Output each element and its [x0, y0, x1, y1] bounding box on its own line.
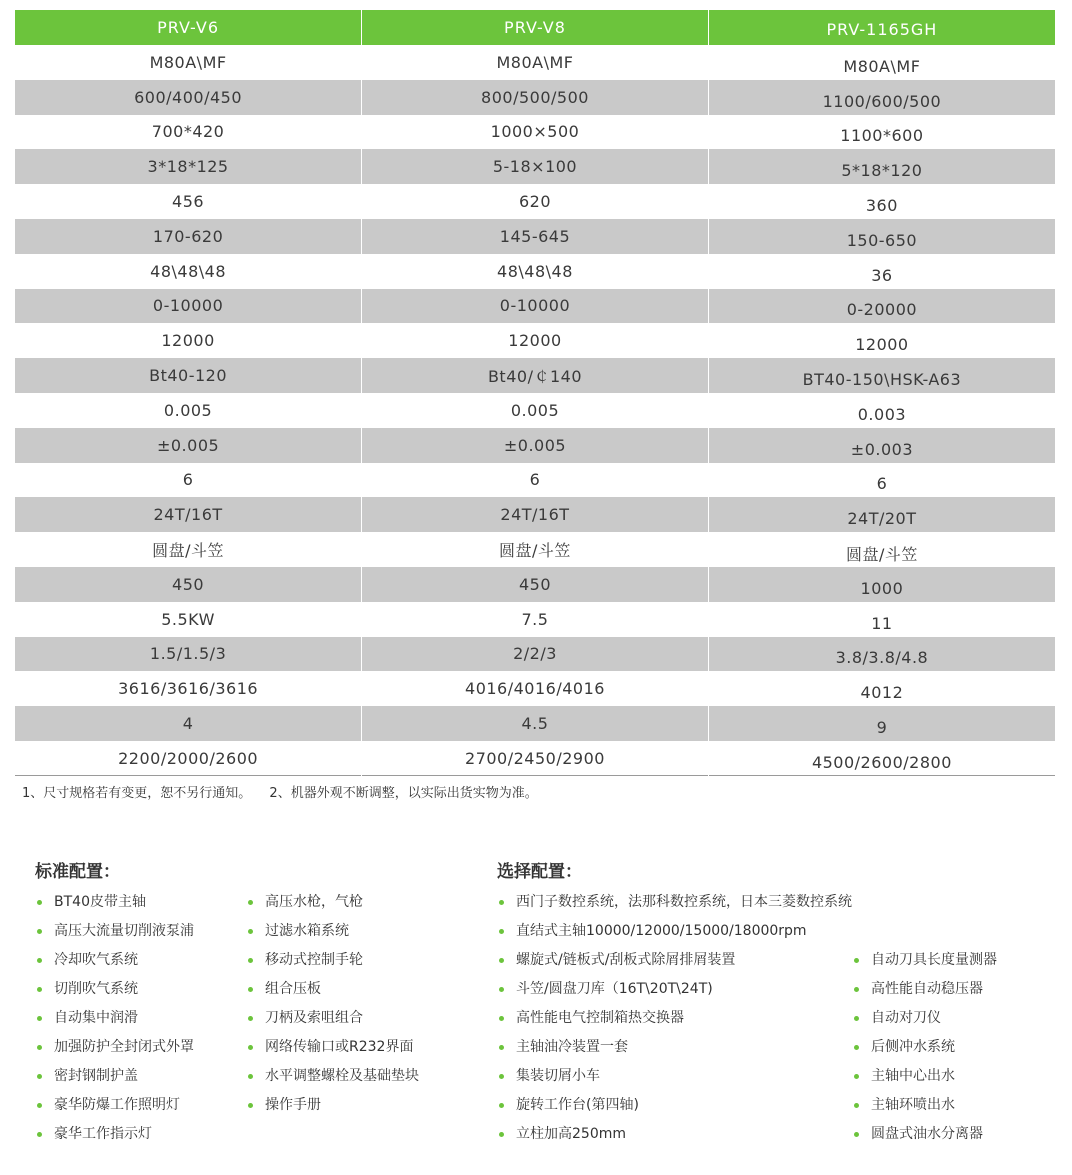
list-item-label: 密封钢制护盖	[54, 1068, 138, 1084]
list-item	[37, 892, 194, 921]
table-cell: M80A\MF	[362, 45, 709, 80]
table-cell: 5.5KW	[15, 602, 362, 637]
table-row	[15, 254, 1055, 289]
list-item	[854, 1037, 997, 1066]
table-cell: 450	[362, 567, 709, 602]
list-item	[37, 950, 194, 979]
bullet-dot-icon	[248, 1045, 253, 1050]
table-row	[15, 80, 1055, 115]
list-item-label: 高性能电气控制箱热交换器	[516, 1010, 684, 1026]
list-item	[248, 1095, 419, 1124]
table-cell: 3*18*125	[15, 149, 362, 184]
table-cell: 5*18*120	[708, 149, 1055, 184]
table-cell: 0-20000	[708, 289, 1055, 324]
list-item-label: 主轴油冷装置一套	[516, 1039, 628, 1055]
list-item	[499, 921, 852, 950]
table-row	[15, 219, 1055, 254]
list-item-label: 豪华防爆工作照明灯	[54, 1097, 180, 1113]
table-row	[15, 532, 1055, 567]
table-cell: 4012	[860, 683, 904, 703]
table-cell: 145-645	[362, 219, 709, 254]
bullet-dot-icon	[248, 929, 253, 934]
standard-config-title: 标准配置：	[35, 862, 120, 882]
table-row	[15, 45, 1055, 80]
table-cell: 圆盘/斗笠	[15, 532, 362, 567]
list-item	[499, 1037, 852, 1066]
list-item-label: 操作手册	[265, 1097, 321, 1113]
table-cell: 1000×500	[362, 115, 709, 150]
bullet-dot-icon	[854, 1074, 859, 1079]
list-item	[248, 1008, 419, 1037]
table-cell: 11	[871, 613, 893, 633]
list-item	[37, 1124, 194, 1153]
table-row	[15, 289, 1055, 324]
bullet-dot-icon	[499, 1045, 504, 1050]
table-cell: 0.005	[15, 393, 362, 428]
table-cell: 600/400/450	[15, 80, 362, 115]
table-row	[15, 497, 1055, 532]
list-item-label: 主轴环喷出水	[871, 1097, 955, 1113]
standard-config-list-2	[248, 892, 419, 1124]
bullet-dot-icon	[854, 987, 859, 992]
table-cell: 24T/16T	[15, 497, 362, 532]
table-row	[15, 393, 1055, 428]
bullet-dot-icon	[37, 987, 42, 992]
table-cell: 3.8/3.8/4.8	[708, 637, 1055, 672]
list-item-label: 立柱加高250mm	[516, 1126, 626, 1142]
list-item	[854, 1095, 997, 1124]
table-cell: 2200/2000/2600	[15, 741, 362, 776]
table-cell: 48\48\48	[15, 254, 362, 289]
table-row	[15, 706, 1055, 741]
list-item	[499, 892, 852, 921]
list-item-label: 西门子数控系统，法那科数控系统，日本三菱数控系统	[516, 894, 852, 910]
list-item	[499, 979, 852, 1008]
table-cell: BT40-150\HSK-A63	[708, 358, 1055, 393]
table-row	[15, 741, 1055, 776]
column-header: PRV-V8	[362, 10, 709, 45]
table-cell: 12000	[15, 323, 362, 358]
table-cell: 4500/2600/2800	[811, 752, 952, 772]
column-header: PRV-1165GH	[708, 10, 1055, 45]
table-cell: 4.5	[362, 706, 709, 741]
list-item-label: 螺旋式/链板式/刮板式除屑排屑装置	[516, 952, 736, 968]
bullet-dot-icon	[499, 1103, 504, 1108]
table-row	[15, 323, 1055, 358]
table-cell: 1100*600	[840, 126, 924, 146]
list-item	[248, 921, 419, 950]
list-item	[248, 1037, 419, 1066]
bullet-dot-icon	[499, 1016, 504, 1021]
bullet-dot-icon	[37, 1074, 42, 1079]
table-cell: 7.5	[362, 602, 709, 637]
table-cell: 6	[15, 463, 362, 498]
bullet-dot-icon	[248, 1103, 253, 1108]
optional-config-list-1	[499, 892, 852, 1153]
bullet-dot-icon	[499, 900, 504, 905]
table-row	[15, 184, 1055, 219]
table-cell: 圆盘/斗笠	[362, 532, 709, 567]
table-cell: M80A\MF	[843, 56, 921, 76]
list-item-label: 豪华工作指示灯	[54, 1126, 152, 1142]
bullet-dot-icon	[37, 1016, 42, 1021]
list-item-label: BT40皮带主轴	[54, 894, 146, 910]
table-cell: 4016/4016/4016	[362, 671, 709, 706]
spec-table	[15, 10, 1055, 776]
list-item-label: 组合压板	[265, 981, 321, 997]
table-cell: ±0.003	[708, 428, 1055, 463]
table-cell: 36	[871, 265, 893, 285]
bullet-dot-icon	[37, 929, 42, 934]
footnote-2: 2、机器外观不断调整，以实际出货实物为准。	[269, 786, 538, 801]
list-item	[499, 1095, 852, 1124]
list-item	[854, 1008, 997, 1037]
table-cell: 2/2/3	[362, 637, 709, 672]
bullet-dot-icon	[854, 1016, 859, 1021]
standard-config-list-1	[37, 892, 194, 1153]
table-cell: M80A\MF	[15, 45, 362, 80]
list-item	[37, 1095, 194, 1124]
list-item-label: 水平调整螺栓及基础垫块	[265, 1068, 419, 1084]
table-cell: 24T/20T	[708, 497, 1055, 532]
list-item-label: 高压水枪，气枪	[265, 894, 363, 910]
list-item	[37, 979, 194, 1008]
table-row	[15, 463, 1055, 498]
list-item	[37, 921, 194, 950]
bullet-dot-icon	[37, 1103, 42, 1108]
list-item-label: 直结式主轴10000/12000/15000/18000rpm	[516, 923, 807, 939]
list-item	[499, 1124, 852, 1153]
list-item-label: 集装切屑小车	[516, 1068, 600, 1084]
list-item	[499, 950, 852, 979]
footnotes	[22, 782, 538, 801]
list-item-label: 高性能自动稳压器	[871, 981, 983, 997]
table-cell: 620	[362, 184, 709, 219]
list-item	[37, 1008, 194, 1037]
list-item	[499, 1008, 852, 1037]
list-item-label: 高压大流量切削液泵浦	[54, 923, 194, 939]
table-cell: ±0.005	[15, 428, 362, 463]
list-item-label: 圆盘式油水分离器	[871, 1126, 983, 1142]
table-row	[15, 115, 1055, 150]
table-cell: 24T/16T	[362, 497, 709, 532]
table-row	[15, 637, 1055, 672]
bullet-dot-icon	[854, 1045, 859, 1050]
table-cell: 6	[876, 474, 888, 494]
table-cell: 9	[708, 706, 1055, 741]
list-item	[248, 979, 419, 1008]
list-item-label: 自动刀具长度量测器	[871, 952, 997, 968]
list-item-label: 旋转工作台(第四轴)	[516, 1097, 639, 1113]
bullet-dot-icon	[248, 987, 253, 992]
table-cell: 450	[15, 567, 362, 602]
table-row	[15, 358, 1055, 393]
table-cell: 1000	[708, 567, 1055, 602]
list-item	[248, 950, 419, 979]
table-cell: 800/500/500	[362, 80, 709, 115]
table-cell: 5-18×100	[362, 149, 709, 184]
list-item	[37, 1037, 194, 1066]
list-item	[854, 950, 997, 979]
bullet-dot-icon	[499, 987, 504, 992]
bullet-dot-icon	[37, 958, 42, 963]
list-item-label: 切削吹气系统	[54, 981, 138, 997]
bullet-dot-icon	[37, 1132, 42, 1137]
list-item	[248, 1066, 419, 1095]
table-row	[15, 567, 1055, 602]
table-body	[15, 45, 1055, 776]
bullet-dot-icon	[499, 1132, 504, 1137]
bullet-dot-icon	[248, 958, 253, 963]
footnote-1: 1、尺寸规格若有变更，恕不另行通知。	[22, 786, 252, 801]
optional-config-list-2	[854, 950, 997, 1153]
table-row	[15, 428, 1055, 463]
list-item-label: 加强防护全封闭式外罩	[54, 1039, 194, 1055]
table-cell: ±0.005	[362, 428, 709, 463]
bullet-dot-icon	[499, 929, 504, 934]
list-item	[37, 1066, 194, 1095]
table-cell: 700*420	[15, 115, 362, 150]
list-item-label: 网络传输口或R232界面	[265, 1039, 414, 1055]
list-item-label: 斗笠/圆盘刀库（16T\20T\24T)	[516, 981, 713, 997]
table-cell: 0.003	[857, 404, 907, 424]
list-item-label: 过滤水箱系统	[265, 923, 349, 939]
table-header-row	[15, 10, 1055, 45]
bullet-dot-icon	[37, 1045, 42, 1050]
table-cell: 0-10000	[15, 289, 362, 324]
table-cell: 170-620	[15, 219, 362, 254]
list-item-label: 后侧冲水系统	[871, 1039, 955, 1055]
table-cell: 3616/3616/3616	[15, 671, 362, 706]
bullet-dot-icon	[854, 958, 859, 963]
table-cell: 6	[362, 463, 709, 498]
bullet-dot-icon	[854, 1103, 859, 1108]
bullet-dot-icon	[248, 900, 253, 905]
table-cell: 48\48\48	[362, 254, 709, 289]
bullet-dot-icon	[248, 1016, 253, 1021]
table-cell: 456	[15, 184, 362, 219]
table-row	[15, 602, 1055, 637]
table-cell: 12000	[855, 335, 909, 355]
table-cell: 0.005	[362, 393, 709, 428]
list-item-label: 自动集中润滑	[54, 1010, 138, 1026]
table-cell: 360	[865, 196, 898, 216]
list-item-label: 移动式控制手轮	[265, 952, 363, 968]
list-item	[854, 979, 997, 1008]
table-cell: 1.5/1.5/3	[15, 637, 362, 672]
list-item-label: 冷却吹气系统	[54, 952, 138, 968]
table-cell: 4	[15, 706, 362, 741]
bullet-dot-icon	[37, 900, 42, 905]
list-item	[854, 1066, 997, 1095]
bullet-dot-icon	[854, 1132, 859, 1137]
table-cell: 0-10000	[362, 289, 709, 324]
table-cell: Bt40/￠140	[362, 358, 709, 393]
list-item	[499, 1066, 852, 1095]
list-item	[248, 892, 419, 921]
table-cell: 12000	[362, 323, 709, 358]
table-row	[15, 671, 1055, 706]
table-cell: Bt40-120	[15, 358, 362, 393]
bullet-dot-icon	[499, 958, 504, 963]
bullet-dot-icon	[248, 1074, 253, 1079]
table-cell: 150-650	[708, 219, 1055, 254]
table-cell: 1100/600/500	[708, 80, 1055, 115]
list-item-label: 自动对刀仪	[871, 1010, 941, 1026]
list-item-label: 主轴中心出水	[871, 1068, 955, 1084]
bullet-dot-icon	[499, 1074, 504, 1079]
table-cell: 圆盘/斗笠	[845, 545, 918, 565]
optional-config-title: 选择配置：	[497, 862, 582, 882]
column-header: PRV-V6	[15, 10, 362, 45]
table-row	[15, 149, 1055, 184]
table-cell: 2700/2450/2900	[362, 741, 709, 776]
list-item-label: 刀柄及索咀组合	[265, 1010, 363, 1026]
list-item	[854, 1124, 997, 1153]
